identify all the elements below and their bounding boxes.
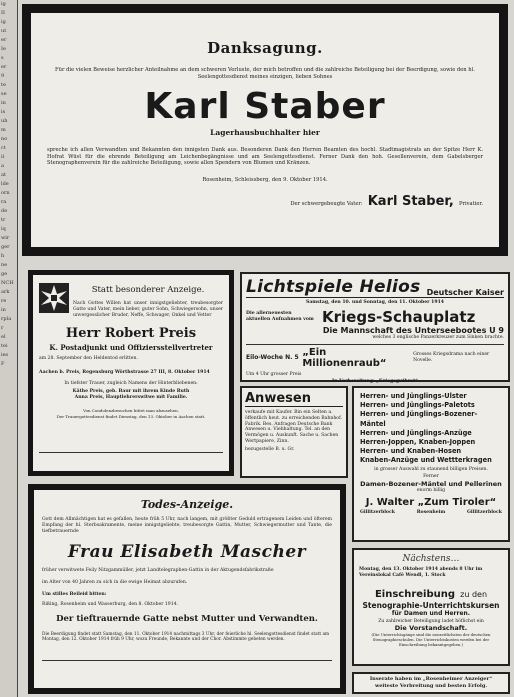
gutter-fragment: uh [1,118,8,124]
mascher-header: Todes-Anzeige. [140,498,234,511]
helios-eilo: Eilo-Woche N. 5 [246,354,299,362]
gutter-fragment: orn [1,190,10,196]
mascher-place: Rißing, Rosenheim und Wasserburg, den 8. Oktober 1914. [42,601,179,607]
mascher-death-notice [28,484,346,694]
preis-widow: Käthe Preis, geb. Baur mit ihrem Kinde Ruth [72,388,190,394]
steno-date: Montag, den 13. Oktober 1914 abends 8 Uhr im Vereinslokal Café Wendl, 1. Stock [359,567,483,578]
steno-org: Die Vorstandschaft. [394,624,468,633]
footer-text: Inserate haben im „Rosenheimer Anzeiger“ weiteste Verbreitung und besten Erfolg. [369,676,493,689]
footer-promo [352,672,510,694]
gutter-fragment: il [1,154,5,160]
mascher-funeral: Die Beerdigung findet statt Samstag, den 11. Oktober 1914 nachmittags 3 Uhr, der feierliche hl. Seelengottesdienst findet statt am Montag, den 12. Oktober 1914 früh 9 Uhr, wozu Freunde, Bekannte und der Chor. Abstimmte gebeten werden. [42,631,330,642]
preis-name: Herr Robert Preis [65,326,197,342]
danksagung-body: spreche ich allen Verwandten und Bekannten den innigsten Dank aus. Besonderen Dank den Herren Beamten des hochl. Stadtmagistrats an der Spitze Herr K. Hofrat Wüst für die ehrende Beteiligung am Leichenbegängnisse und am Seelengottesdienst. Ferner Dank den hoh. Gesellenverein, dem Gabelsberger Stenographenverein für die zahlreiche Beteiligung, sowie allen Spendern von Blumen und Kränzen. [47,147,483,167]
anwesen-ad [240,386,348,478]
gutter-fragment: ig [1,19,6,25]
gutter-fragment: iq [1,226,6,232]
tiroler-clothing-ad [352,386,510,542]
gutter-fragment: 9 [1,73,5,79]
mascher-signoff: Der tieftrauernde Gatte nebst Mutter und Verwandten. [56,613,318,624]
clothing-item: Herren- und Knaben-Hosen [360,447,462,456]
preis-intro: Nach Gottes Willen hat unser innigstgeliebter, treubesorgter Gatte und Vater, mein lieber, guter Sohn, Schwiegersohn, unser unvergesslicher Bruder, Neffe, Schwager, Onkel und Vetter [73,301,223,318]
gutter-fragment: a [1,163,4,169]
gutter-fragment: h [1,253,5,259]
iron-cross-icon [39,283,69,313]
helios-title: Lichtspiele Helios [246,277,421,297]
mascher-divider [42,660,332,661]
tirol-cheap: enorm billig [416,488,446,494]
mascher-age: im Alter von 40 Jahren zu sich in die ewige Heimat abzurufen. [42,580,188,586]
gutter-fragment: ies [1,352,9,358]
gutter-fragment: ig [1,1,6,7]
preis-divider [39,452,223,453]
gutter-fragment: in [1,307,6,313]
tirol-mantel: Damen-Bozener-Mäntel und Pellerinen [360,480,502,489]
signature-name: Karl Staber, [367,193,454,209]
steno-note: (Die Unterrichtsgänge sind die neuzeitlichsten der deutschen Stenographieschulen. Die Unterrichtskosten werden bei der Einschreibung bekanntgegeben.) [371,632,491,647]
gutter-fragment: ge [1,271,8,277]
mascher-name: Frau Elisabeth Mascher [67,542,307,563]
steno-title-row [359,582,503,601]
helios-subhead2: welches 3 englische Panzerkreuzer zum Sinken brachte. [372,334,504,340]
clothing-item: Knaben-Anzüge und Wettterkragen [360,456,492,465]
gutter-fragment: F [1,361,5,367]
helios-dates: Samstag, den 10. und Sonntag, den 11. Oktober 1914 [306,300,444,305]
preis-death: am 28. September den Heldentod erlitten. [39,356,138,362]
danksagung-signature [47,190,483,209]
signature-prefix: Der schwergebeugte Vater: [290,200,363,207]
gutter-fragment: ra [1,199,7,205]
preis-note2: Der Trauergottesdienst findet Dienstag, den 13. Oktober in Aachen statt. [56,414,206,420]
mascher-intro: Gott dem Allmächtigen hat es gefallen, heute früh 5 Uhr, nach langem, mit größter Geduld ertragenem Leiden und öfterem Empfang der hl. Sterbsakramente, meine innigstgeliebte, treubesorgte Gattin, Mutter, Schwiegermutter und Tante, die tiefbetrauernde [42,517,332,534]
danksagung-title: Danksagung. [207,39,323,57]
steno-line3: für Damen und Herren. [391,609,471,617]
helios-kaiser: Deutscher Kaiser [426,288,504,297]
gutter-fragment: NCH [1,280,14,286]
gutter-fragment: te [1,82,6,88]
clothing-item: Herren- und Jünglings-Ulster [360,392,467,400]
gutter-fragment: lde [1,181,9,187]
gutter-fragment: tei [1,343,8,349]
danksagung-name: Karl Staber [144,86,386,128]
anwesen-title: Anwesen [245,391,343,407]
gutter-fragment: re [1,298,7,304]
gutter-fragment: rpla [1,316,12,322]
danksagung-subtitle: Lagerhausbuchhalter hier [210,128,320,138]
mascher-plea: Um stilles Beileid bitten: [42,591,107,597]
clothing-item: Herren- und Jünglings-Anzüge [360,428,472,437]
preis-header: Statt besonderer Anzeige. [91,285,205,295]
clothing-item: Herren-Joppen, Knaben-Joppen [360,438,476,447]
steno-invite: Zu zahlreicher Beteiligung ladet höflichst ein [378,618,484,624]
gutter-fragment: ct [1,145,6,151]
gutter-fragment: in [1,100,6,106]
gutter-fragment: se [1,91,7,97]
danksagung-ad [22,4,508,256]
steno-script: Nächstens… [402,554,460,564]
tirol-footer-row [360,510,502,516]
danksagung-intro: Für die vielen Beweise herzlicher Anteilnahme an dem schweren Verluste, der mich betroffen und die zahlreiche Beteiligung bei der Beerdigung, sowie den hl. Seelengottesdienst meines einzigen, lieben Sohnes [55,67,475,80]
mascher-former: früher verwitwete Feily Nitzgammüller, jetzt Landtelegraphen-Gattin in der Aktugendsfabrikstraße [42,568,274,574]
gutter-fragment: Ie [1,46,6,52]
gutter-fragment: r [1,325,4,331]
tirol-selection: in grosser Auswahl zu staunend billigen Preisen. [374,466,488,472]
gutter-fragment: II [1,10,5,16]
gutter-fragment: m [1,127,6,133]
anwesen-text: verkaufe mit Kaufer. Bin ein Selten a. öffentlich heut. zu erreichenden Bahnhof. Fabrik. Bes. Anfragen Deutsche Bank Anwesen u. Viehhaltung. Tel. an den Vermögen u. Auskunft. Sache u. Sachen Wertpapiere, Zinn. [245,410,343,444]
steno-line2: Stenographie-Unterrichtskursen [362,600,500,610]
left-gutter-column [0,0,18,697]
steno-title2: zu den [460,589,488,599]
clothing-list [360,392,502,466]
helios-title-row [246,277,504,298]
gutter-fragment: wir [1,235,10,241]
stenography-course-ad [352,548,510,666]
gutter-fragment: el [1,334,6,340]
gutter-fragment: de [1,208,8,214]
helios-showtimes: Um 4 Uhr grosser Preis [246,371,302,377]
gutter-fragment: ne [1,262,8,268]
helios-film: „Ein Millionenraub“ [302,346,387,369]
preis-mourning: In tiefster Trauer, zugleich Namens der Hinterbliebenen: [64,380,198,386]
steno-title: Einschreibung [374,588,456,600]
preis-place: Aachen b. Preis, Regensburg Wörthstrasse 27 III, 8. Oktober 1914 [39,370,210,376]
preis-mother: Anna Preis, Hauptlehrerswitwe mit Familie. [74,394,188,400]
gutter-fragment: ut [1,28,7,34]
gutter-fragment: ger [1,244,10,250]
tirol-city: Rosenheim [416,510,446,516]
anwesen-footer: bezugsstelle B. u. Gr. [245,446,295,452]
tirol-right-tag: Gillitzerblock [467,510,502,516]
helios-bottom: In Vorbereitung: „Kriegsgutbrot“ [332,379,418,385]
gutter-fragment: tr [1,217,6,223]
preis-role: K. Postadjunkt und Offiziersstellvertreter [49,343,213,353]
helios-left-note: Die allerneuesten aktuellen Aufnahmen vom [246,311,314,322]
tirol-also: Ferner [423,474,439,480]
tirol-left-tag: Gillitzerblock [360,510,395,516]
gutter-text [1,0,17,369]
preis-note1: Von Condolenzbesuchen bittet man abzusehen. [83,408,179,414]
helios-subhead: Die Mannschaft des Unterseebootes U 9 [322,325,504,335]
preis-death-notice [28,270,234,476]
helios-headline: Kriegs-Schauplatz [322,307,476,326]
gutter-fragment: at [1,172,6,178]
helios-film-note: Grosses Kriegsdrama nach einer Novelle. [413,351,490,363]
helios-cinema-ad [240,272,510,385]
gutter-fragment: er [1,37,7,43]
signature-suffix: Privatier. [458,200,483,207]
gutter-fragment: ark [1,289,10,295]
gutter-fragment: no [1,136,8,142]
gutter-fragment: is [1,109,6,115]
danksagung-place-date: Rosenheim, Schleissberg, den 9. Oktober 1914. [202,176,328,183]
gutter-fragment: s [1,55,4,61]
clothing-item: Herren- und Jünglings-Bozener-Mäntel [360,410,478,428]
clothing-item: Herren- und Jünglings-Paletots [360,401,475,410]
tirol-shop: J. Walter „Zum Tiroler“ [365,497,497,509]
gutter-fragment: er [1,64,7,70]
